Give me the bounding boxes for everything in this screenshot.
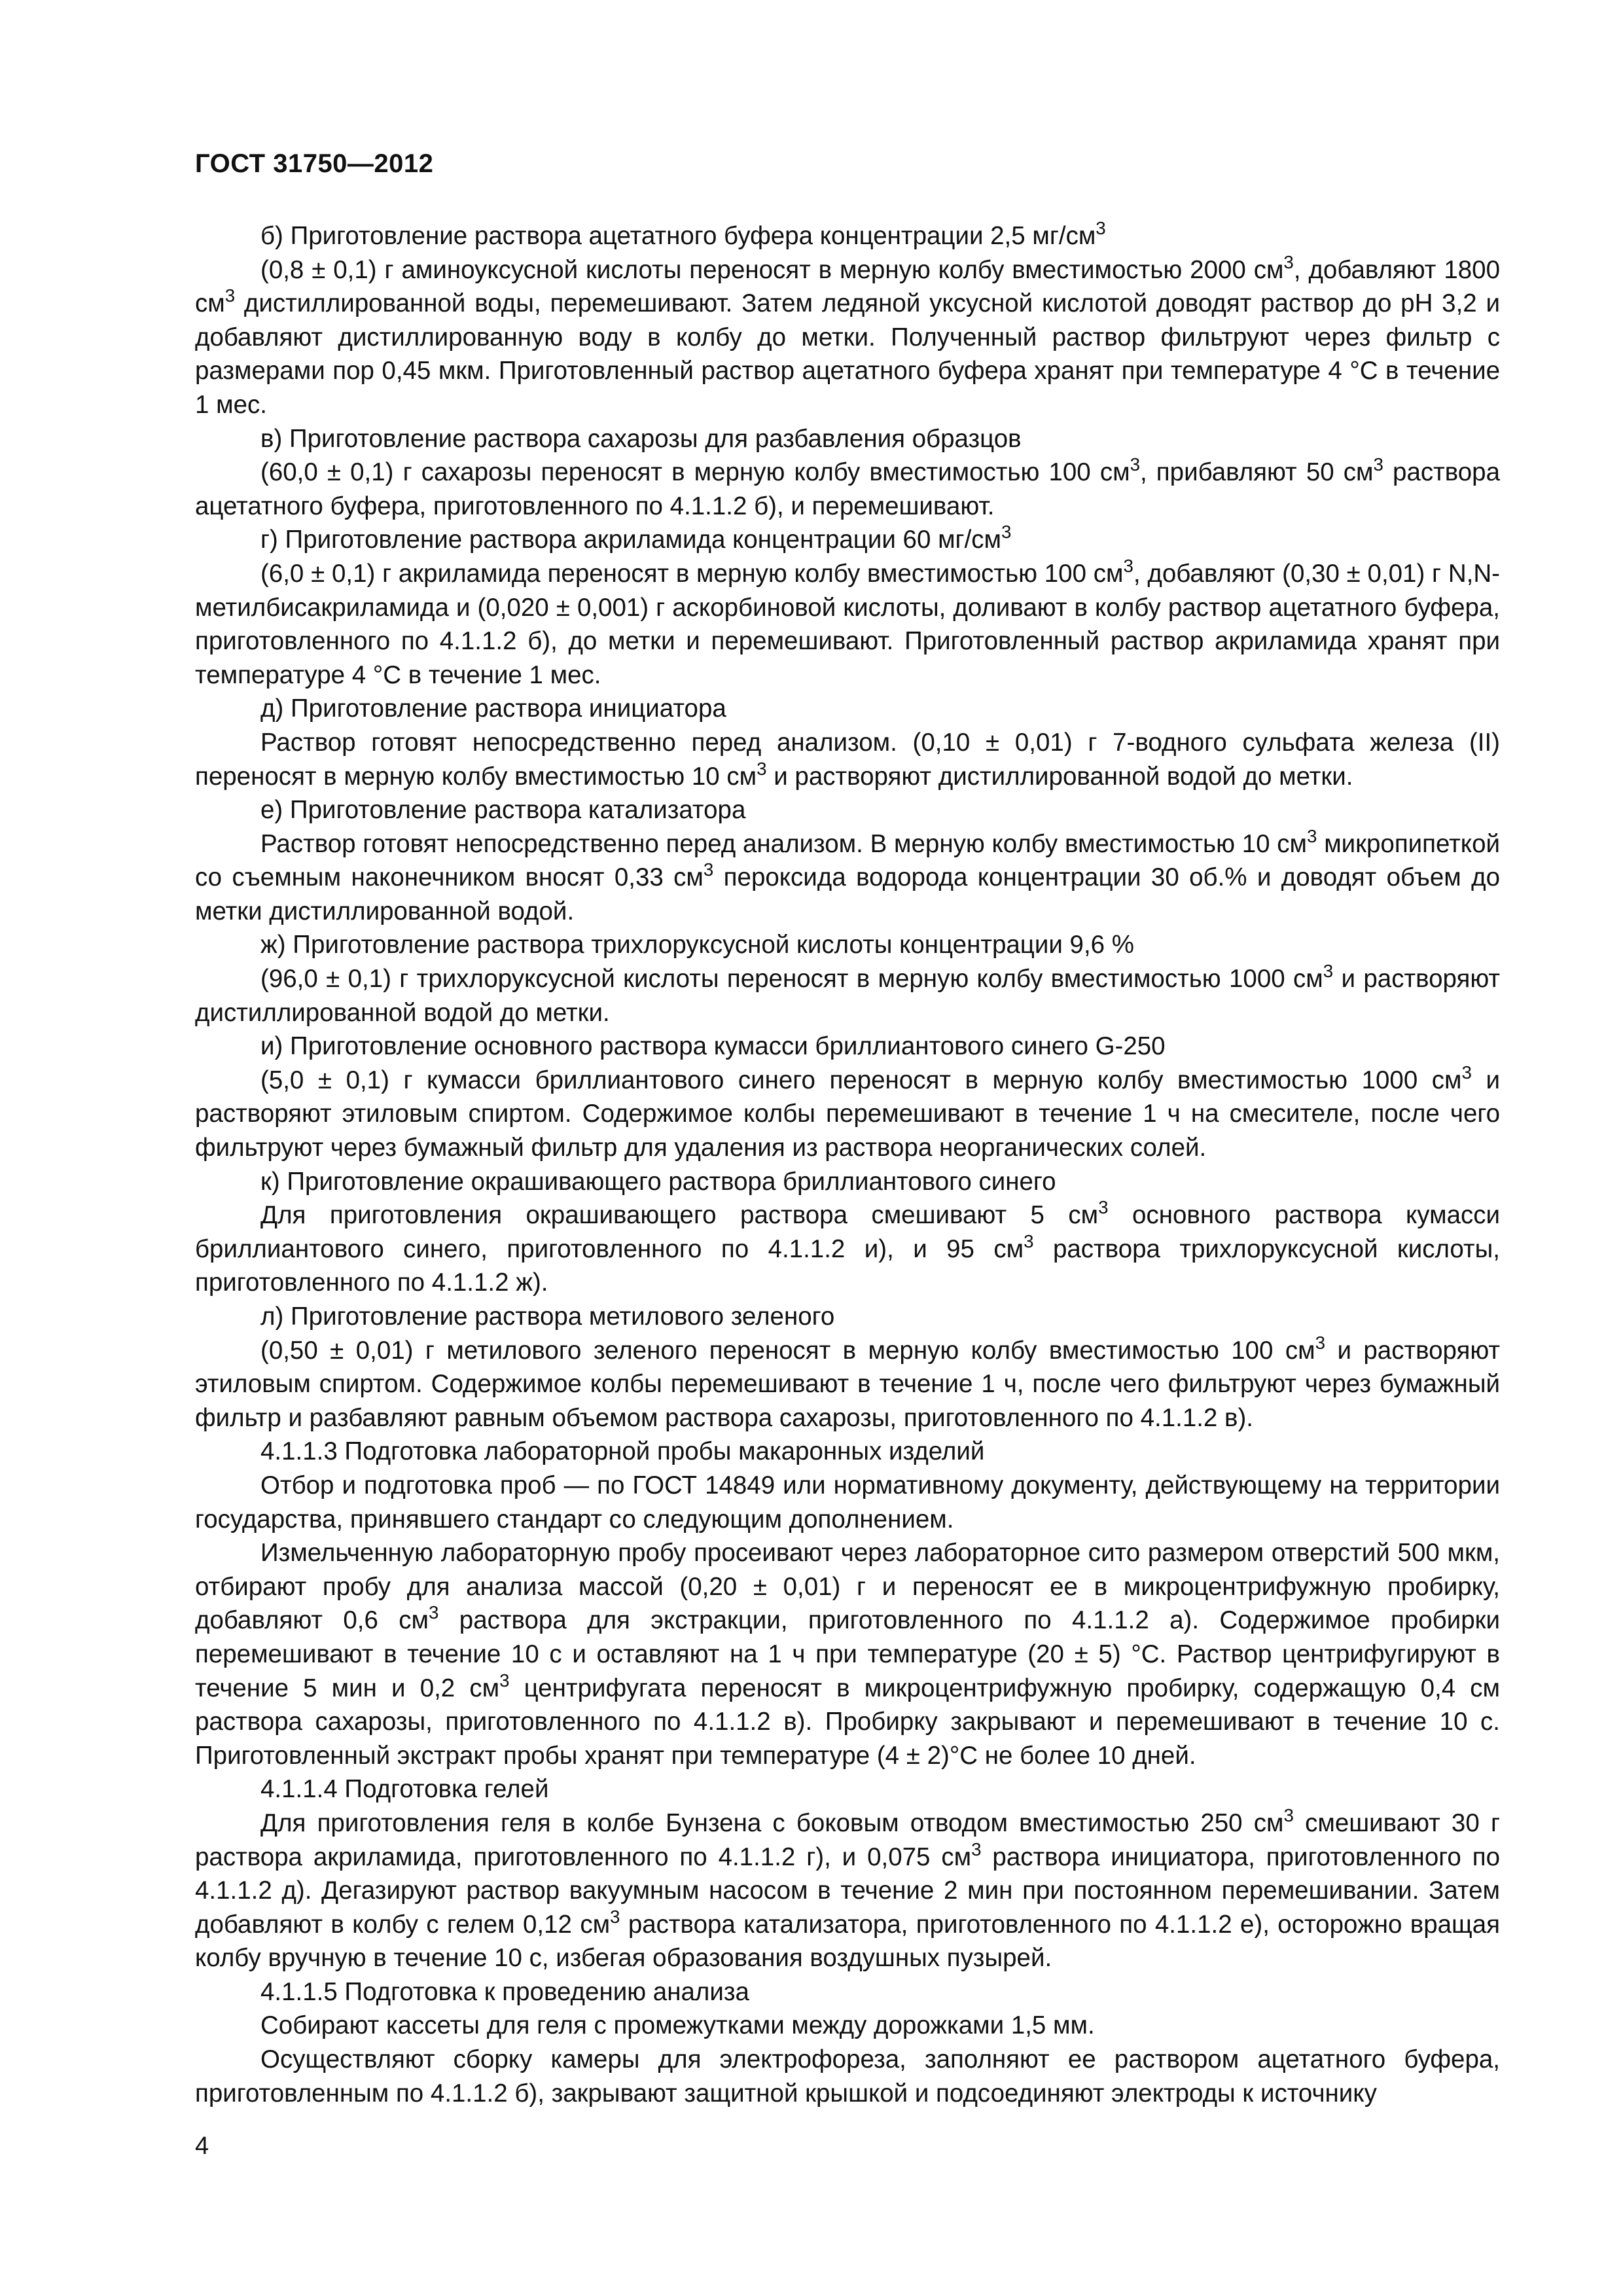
paragraph-text: ж) Приготовление раствора трихлоруксусной кислоты концентрации 9,6 % (260, 931, 1134, 960)
paragraph-text: Осуществляют сборку камеры для электрофореза, заполняют ее раствором ацетатного буфера, приготовленным по 4.1.1.2 б), закрывают защитной крышкой и подсоединяют электроды к источнику (195, 2045, 1500, 2108)
superscript: 3 (1096, 217, 1106, 238)
paragraph-text: Собирают кассеты для геля с промежутками между дорожками 1,5 мм. (260, 2011, 1095, 2040)
paragraph-text: , добавляют 1800 см (195, 255, 1500, 318)
paragraph-text: и растворяют дистиллированной водой до метки. (195, 965, 1500, 1027)
paragraph-text: 4.1.1.5 Подготовка к проведению анализа (260, 1977, 749, 2006)
paragraph-text: Отбор и подготовка проб — по ГОСТ 14849 или нормативному документу, действующему на территории государства, принявшего стандарт со следующим дополнением. (195, 1471, 1500, 1534)
paragraph-text: смешивают 30 г раствора акриламида, приготовленного по 4.1.1.2 г), и 0,075 см (195, 1808, 1500, 1871)
paragraph (195, 1536, 1500, 1772)
paragraph-text: , прибавляют 50 см (1139, 458, 1374, 487)
paragraph-text: , добавляют (0,30 ± 0,01) г N,N-метилбисакриламида и (0,020 ± 0,001) г аскорбиновой кислоты, доливают в колбу раствор ацетатного буфера, приготовленного по 4.1.1.2 б), до метки и перемешивают. Приготовленный раствор акриламида хранят при температуре 4 °С в течение 1 мес. (195, 559, 1500, 689)
paragraph-text: Для приготовления окрашивающего раствора смешивают 5 см (260, 1201, 1099, 1230)
paragraph (195, 456, 1500, 523)
paragraph (195, 253, 1500, 422)
paragraph (195, 557, 1500, 692)
superscript: 3 (224, 285, 236, 306)
paragraph-text: в) Приготовление раствора сахарозы для разбавления образцов (260, 424, 1022, 453)
paragraph-text: 4.1.1.4 Подготовка гелей (260, 1775, 549, 1804)
paragraph (195, 1469, 1500, 1536)
superscript: 3 (499, 1670, 510, 1691)
paragraph-text: (60,0 ± 0,1) г сахарозы переносят в мерную колбу вместимостью 100 см (260, 458, 1130, 487)
paragraph-text: 4.1.1.3 Подготовка лабораторной пробы макаронных изделий (260, 1437, 985, 1466)
superscript: 3 (610, 1906, 620, 1927)
paragraph-text: (0,8 ± 0,1) г аминоуксусной кислоты переносят в мерную колбу вместимостью 2000 см (260, 255, 1284, 284)
paragraph (195, 1975, 1500, 2009)
paragraph-text: микропипеткой со съемным наконечником вносят 0,33 см (195, 829, 1500, 892)
paragraph-text: и растворяют дистиллированной водой до метки. (766, 762, 1353, 791)
paragraph-text: Раствор готовят непосредственно перед анализом. В мерную колбу вместимостью 10 см (260, 829, 1308, 858)
paragraph-text: Измельченную лабораторную пробу просеивают через лабораторное сито размером отверстий 500 мкм, отбирают пробу для анализа массой (0,20 ± 0,01) г и переносят ее в микроцентрифужную пробирку, добавляют 0,6 см (195, 1539, 1500, 1635)
paragraph-text: б) Приготовление раствора ацетатного буфера концентрации 2,5 мг/см (260, 222, 1096, 250)
paragraph (195, 1198, 1500, 1300)
paragraph-text: раствора инициатора, приготовленного по 4.1.1.2 д). Дегазируют раствор вакуумным насосом в течение 2 мин при постоянном перемешивании. Затем добавляют в колбу с гелем 0,12 см (195, 1842, 1501, 1939)
superscript: 3 (1307, 825, 1317, 846)
paragraph-text: раствора трихлоруксусной кислоты, приготовленного по 4.1.1.2 ж). (195, 1234, 1500, 1297)
paragraph-text: д) Приготовление раствора инициатора (260, 694, 726, 723)
paragraph (195, 1334, 1500, 1435)
paragraph (195, 1165, 1500, 1199)
paragraph (195, 1435, 1500, 1469)
paragraph (195, 422, 1500, 456)
paragraph-text: раствора ацетатного буфера, приготовленного по 4.1.1.2 б), и перемешивают. (195, 458, 1500, 520)
superscript: 3 (429, 1602, 439, 1623)
paragraph (195, 962, 1500, 1030)
superscript: 3 (1461, 1062, 1472, 1083)
paragraph-text: е) Приготовление раствора катализатора (260, 796, 746, 825)
superscript: 3 (1373, 454, 1383, 475)
paragraph (195, 1030, 1500, 1064)
paragraph (195, 1064, 1500, 1165)
document-header: ГОСТ 31750—2012 (195, 149, 434, 178)
superscript: 3 (1130, 454, 1140, 475)
paragraph (195, 523, 1500, 557)
superscript: 3 (1283, 1804, 1294, 1825)
superscript: 3 (1024, 1230, 1034, 1251)
superscript: 3 (1283, 251, 1294, 272)
paragraph (195, 1772, 1500, 1806)
paragraph (195, 928, 1500, 962)
paragraph-text: раствора для экстракции, приготовленного по 4.1.1.2 а). Содержимое пробирки перемешивают в течение 10 с и оставляют на 1 ч при температуре (20 ± 5) °С. Раствор центрифугируют в течение 5 мин и 0,2 см (195, 1606, 1501, 1702)
paragraph (195, 2043, 1500, 2110)
paragraph-text: л) Приготовление раствора метилового зеленого (260, 1302, 835, 1331)
paragraph (195, 827, 1500, 929)
paragraph (195, 1806, 1500, 1975)
paragraph-text: и) Приготовление основного раствора кумасси бриллиантового синего G-250 (260, 1032, 1166, 1061)
paragraph (195, 692, 1500, 726)
paragraph-text: Для приготовления геля в колбе Бунзена с боковым отводом вместимостью 250 см (260, 1808, 1284, 1837)
paragraph (195, 2009, 1500, 2043)
paragraph-text: центрифугата переносят в микроцентрифужную пробирку, содержащую 0,4 см раствора сахарозы, приготовленного по 4.1.1.2 в). Пробирку закрывают и перемешивают в течение 10 с. Приготовленный экстракт пробы хранят при температуре (4 ± 2)°С не более 10 дней. (195, 1674, 1501, 1770)
paragraph-text: Раствор готовят непосредственно перед анализом. (0,10 ± 0,01) г 7-водного сульфата железа (II) переносят в мерную колбу вместимостью 10 см (195, 728, 1500, 791)
superscript: 3 (1323, 960, 1334, 981)
paragraph-text: (5,0 ± 0,1) г кумасси бриллиантового синего переносят в мерную колбу вместимостью 1000 см (260, 1066, 1462, 1094)
paragraph-text: (0,50 ± 0,01) г метилового зеленого переносят в мерную колбу вместимостью 100 см (260, 1336, 1315, 1365)
paragraph-text: к) Приготовление окрашивающего раствора бриллиантового синего (260, 1167, 1056, 1196)
paragraph-text: и растворяют этиловым спиртом. Содержимое колбы перемешивают в течение 1 ч на смесителе, после чего фильтруют через бумажный фильтр для удаления из раствора неорганических солей. (195, 1066, 1500, 1162)
paragraph (195, 726, 1500, 793)
paragraph (195, 1300, 1500, 1334)
document-body (195, 219, 1500, 2110)
superscript: 3 (1098, 1196, 1109, 1217)
superscript: 3 (703, 859, 714, 880)
paragraph-text: (96,0 ± 0,1) г трихлоруксусной кислоты переносят в мерную колбу вместимостью 1000 см (260, 965, 1323, 994)
superscript: 3 (757, 758, 767, 779)
superscript: 3 (1123, 555, 1133, 576)
page-number: 4 (195, 2132, 209, 2160)
superscript: 3 (971, 1839, 982, 1859)
paragraph-text: (6,0 ± 0,1) г акриламида переносят в мерную колбу вместимостью 100 см (260, 559, 1124, 588)
paragraph-text: дистиллированной воды, перемешивают. Затем ледяной уксусной кислотой доводят раствор до pH 3,2 и добавляют дистиллированную воду в колбу до метки. Полученный раствор фильтруют через фильтр с размерами пор 0,45 мкм. Приготовленный раствор ацетатного буфера хранят при температуре 4 °С в течение 1 мес. (195, 289, 1500, 419)
paragraph (195, 219, 1500, 253)
superscript: 3 (1001, 522, 1012, 543)
paragraph-text: пероксида водорода концентрации 30 об.% и доводят объем до метки дистиллированной водой. (195, 863, 1500, 925)
superscript: 3 (1315, 1332, 1326, 1353)
paragraph-text: г) Приготовление раствора акриламида концентрации 60 мг/см (260, 526, 1002, 554)
paragraph (195, 793, 1500, 827)
paragraph-text: раствора катализатора, приготовленного по 4.1.1.2 е), осторожно вращая колбу вручную в течение 10 с, избегая образования воздушных пузырей. (195, 1910, 1500, 1973)
paragraph-text: основного раствора кумасси бриллиантового синего, приготовленного по 4.1.1.2 и), и 95 см (195, 1201, 1500, 1263)
paragraph-text: и растворяют этиловым спиртом. Содержимое колбы перемешивают в течение 1 ч, после чего фильтруют через бумажный фильтр и разбавляют равным объемом раствора сахарозы, приготовленного по 4.1.1.2 в). (195, 1336, 1500, 1432)
